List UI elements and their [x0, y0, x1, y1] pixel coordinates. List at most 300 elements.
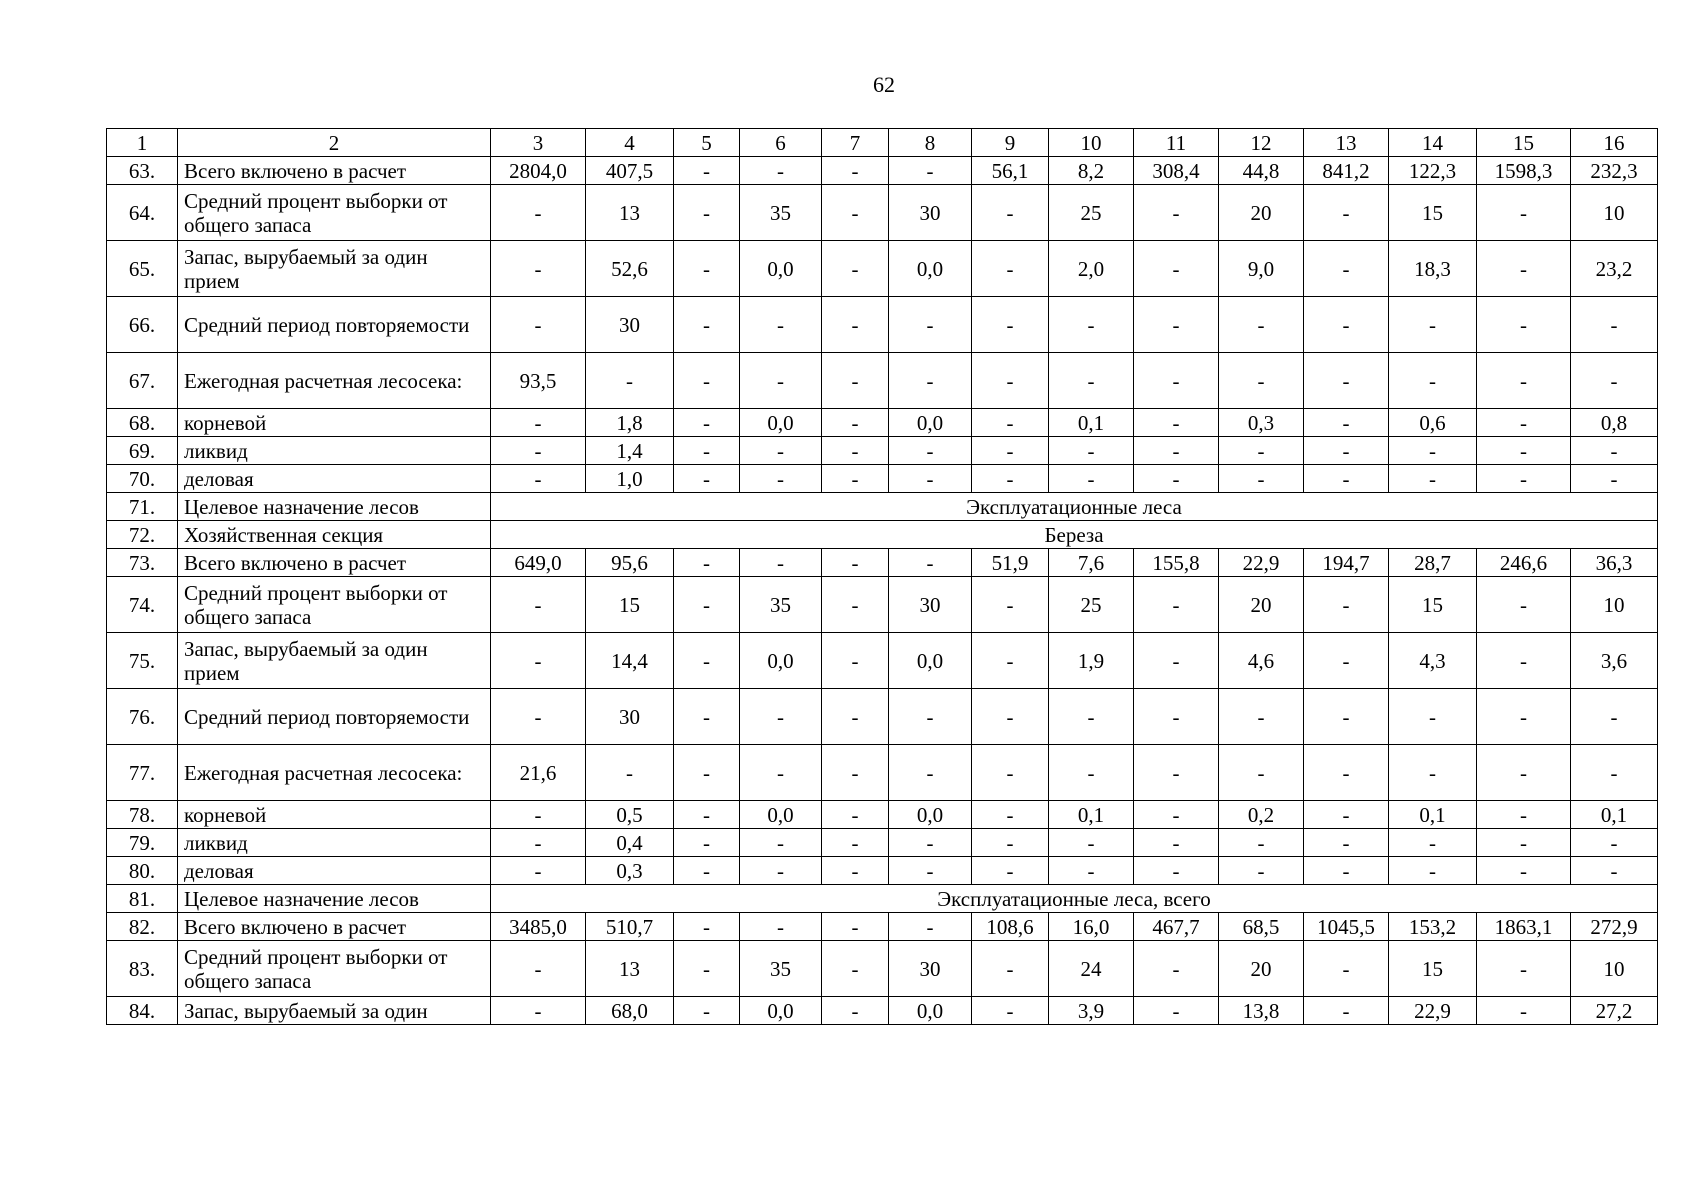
table-cell: 44,8: [1219, 157, 1304, 185]
table-row: [107, 885, 1658, 913]
table-cell: -: [491, 857, 586, 885]
table-row: [107, 521, 1658, 549]
table-cell: 1,4: [586, 437, 674, 465]
table-row: [107, 689, 1658, 745]
table-cell: -: [822, 745, 889, 801]
table-row: [107, 997, 1658, 1025]
row-label: Целевое назначение лесов: [178, 885, 491, 913]
table-cell: -: [822, 409, 889, 437]
table-cell: -: [972, 437, 1049, 465]
table-cell: -: [674, 997, 740, 1025]
table-cell: 20: [1219, 941, 1304, 997]
table-cell: 0,2: [1219, 801, 1304, 829]
row-number: 83.: [107, 941, 178, 997]
table-cell: -: [1219, 689, 1304, 745]
table-cell: -: [1477, 465, 1571, 493]
table-cell: -: [972, 857, 1049, 885]
table-cell: -: [822, 997, 889, 1025]
table-cell: -: [822, 633, 889, 689]
table-cell: -: [1134, 829, 1219, 857]
table-cell: -: [1049, 857, 1134, 885]
table-cell: -: [1049, 437, 1134, 465]
row-number: 79.: [107, 829, 178, 857]
table-cell: -: [1134, 297, 1219, 353]
table-cell: 25: [1049, 577, 1134, 633]
table-cell: 3,6: [1571, 633, 1658, 689]
row-label: Хозяйственная секция: [178, 521, 491, 549]
table-cell: 20: [1219, 185, 1304, 241]
table-cell: -: [1389, 745, 1477, 801]
row-label: Ежегодная расчетная лесосека:: [178, 745, 491, 801]
table-row: [107, 801, 1658, 829]
row-number: 68.: [107, 409, 178, 437]
table-cell: -: [1304, 577, 1389, 633]
row-label: Запас, вырубаемый за один прием: [178, 633, 491, 689]
table-cell: 308,4: [1134, 157, 1219, 185]
row-label: деловая: [178, 465, 491, 493]
row-number: 77.: [107, 745, 178, 801]
table-cell: -: [822, 549, 889, 577]
table-cell: 0,0: [889, 801, 972, 829]
table-cell: -: [740, 297, 822, 353]
table-cell: 0,1: [1049, 801, 1134, 829]
table-cell: 23,2: [1571, 241, 1658, 297]
row-label: Средний период повторяемости: [178, 297, 491, 353]
table-cell: -: [740, 353, 822, 409]
header-cell: 11: [1134, 129, 1219, 157]
row-label: деловая: [178, 857, 491, 885]
table-cell: -: [1477, 297, 1571, 353]
table-cell: 0,3: [586, 857, 674, 885]
table-cell: 15: [586, 577, 674, 633]
table-cell: -: [586, 353, 674, 409]
table-cell: -: [1304, 941, 1389, 997]
header-cell: 14: [1389, 129, 1477, 157]
table-cell: 0,5: [586, 801, 674, 829]
table-cell: -: [1134, 353, 1219, 409]
table-cell: -: [822, 437, 889, 465]
table-cell: 0,4: [586, 829, 674, 857]
table-row: [107, 185, 1658, 241]
table-row: [107, 493, 1658, 521]
table-cell: -: [889, 157, 972, 185]
table-cell: -: [822, 857, 889, 885]
table-cell: 13: [586, 941, 674, 997]
table-cell: -: [674, 577, 740, 633]
table-cell: 35: [740, 577, 822, 633]
table-cell: -: [1477, 241, 1571, 297]
table-cell: 232,3: [1571, 157, 1658, 185]
table-row: [107, 633, 1658, 689]
table-row: [107, 437, 1658, 465]
table-cell: -: [1304, 297, 1389, 353]
table-cell: 0,1: [1571, 801, 1658, 829]
table-cell: -: [674, 801, 740, 829]
table-cell: 467,7: [1134, 913, 1219, 941]
row-label: Средний период повторяемости: [178, 689, 491, 745]
table-cell: -: [889, 437, 972, 465]
table-cell: -: [1477, 745, 1571, 801]
table-cell: 10: [1571, 577, 1658, 633]
table-cell: -: [822, 829, 889, 857]
table-cell: 155,8: [1134, 549, 1219, 577]
table-cell: -: [1304, 185, 1389, 241]
table-cell: 30: [586, 689, 674, 745]
table-cell: -: [822, 297, 889, 353]
table-cell: -: [491, 297, 586, 353]
table-cell: -: [1134, 633, 1219, 689]
table-row: [107, 829, 1658, 857]
table-cell: 2,0: [1049, 241, 1134, 297]
table-cell: -: [972, 801, 1049, 829]
table-cell: 841,2: [1304, 157, 1389, 185]
table-cell: -: [822, 913, 889, 941]
table-cell: 95,6: [586, 549, 674, 577]
table-cell: -: [1304, 633, 1389, 689]
table-cell: 18,3: [1389, 241, 1477, 297]
table-cell: 122,3: [1389, 157, 1477, 185]
table-row: [107, 353, 1658, 409]
table-cell: 0,0: [889, 997, 972, 1025]
table-cell: 30: [889, 577, 972, 633]
table-cell: -: [1134, 745, 1219, 801]
table-cell: -: [491, 997, 586, 1025]
table-cell: 20: [1219, 577, 1304, 633]
table-cell: 4,6: [1219, 633, 1304, 689]
table-cell: -: [1304, 409, 1389, 437]
table-cell: 15: [1389, 185, 1477, 241]
table-cell: 13: [586, 185, 674, 241]
table-cell: -: [1134, 941, 1219, 997]
table-cell: -: [491, 689, 586, 745]
row-number: 78.: [107, 801, 178, 829]
table-cell: -: [740, 745, 822, 801]
table-cell: -: [1134, 465, 1219, 493]
table-cell: -: [674, 913, 740, 941]
table-cell: -: [1477, 577, 1571, 633]
table-cell: 272,9: [1571, 913, 1658, 941]
table-cell: 56,1: [972, 157, 1049, 185]
table-cell: -: [889, 913, 972, 941]
header-cell: 10: [1049, 129, 1134, 157]
table-cell: -: [1134, 997, 1219, 1025]
table-cell: 3485,0: [491, 913, 586, 941]
table-cell: 1598,3: [1477, 157, 1571, 185]
table-cell: -: [1049, 465, 1134, 493]
table-cell: -: [1134, 241, 1219, 297]
table-cell: -: [1571, 857, 1658, 885]
header-cell: 15: [1477, 129, 1571, 157]
table-cell: 0,1: [1049, 409, 1134, 437]
table-cell: -: [1477, 353, 1571, 409]
table-cell: -: [1134, 857, 1219, 885]
merged-cell: Береза: [491, 521, 1658, 549]
table-cell: -: [740, 857, 822, 885]
table-cell: -: [1304, 829, 1389, 857]
table-cell: -: [889, 465, 972, 493]
table-cell: -: [822, 185, 889, 241]
row-number: 70.: [107, 465, 178, 493]
row-label: Всего включено в расчет: [178, 157, 491, 185]
table-cell: -: [972, 997, 1049, 1025]
table-row: [107, 857, 1658, 885]
table-cell: 35: [740, 185, 822, 241]
table-cell: -: [1049, 689, 1134, 745]
table-cell: -: [1477, 409, 1571, 437]
table-cell: -: [889, 297, 972, 353]
table-cell: -: [1219, 353, 1304, 409]
table-cell: -: [972, 745, 1049, 801]
header-cell: 8: [889, 129, 972, 157]
table-cell: 194,7: [1304, 549, 1389, 577]
row-label: Средний процент выборки от общего запаса: [178, 185, 491, 241]
table-cell: -: [972, 465, 1049, 493]
table-cell: 21,6: [491, 745, 586, 801]
row-number: 84.: [107, 997, 178, 1025]
table-cell: -: [972, 689, 1049, 745]
table-cell: -: [889, 689, 972, 745]
table-cell: -: [586, 745, 674, 801]
table-cell: -: [972, 353, 1049, 409]
table-cell: -: [674, 157, 740, 185]
row-number: 82.: [107, 913, 178, 941]
table-cell: -: [1477, 633, 1571, 689]
table-cell: 0,6: [1389, 409, 1477, 437]
table-cell: -: [972, 409, 1049, 437]
table-body: [107, 129, 1658, 1025]
table-cell: -: [1304, 801, 1389, 829]
table-cell: -: [822, 465, 889, 493]
row-label: ликвид: [178, 829, 491, 857]
row-number: 72.: [107, 521, 178, 549]
table-cell: 0,0: [889, 241, 972, 297]
table-cell: -: [889, 857, 972, 885]
table-cell: -: [1477, 689, 1571, 745]
table-cell: -: [1219, 297, 1304, 353]
row-label: Запас, вырубаемый за один: [178, 997, 491, 1025]
table-cell: -: [740, 465, 822, 493]
table-cell: -: [740, 437, 822, 465]
table-row: [107, 913, 1658, 941]
header-cell: 16: [1571, 129, 1658, 157]
header-cell: 2: [178, 129, 491, 157]
header-cell: 1: [107, 129, 178, 157]
table-cell: 15: [1389, 941, 1477, 997]
table-cell: -: [1389, 689, 1477, 745]
header-cell: 13: [1304, 129, 1389, 157]
table-cell: 7,6: [1049, 549, 1134, 577]
table-cell: -: [491, 633, 586, 689]
table-cell: -: [822, 941, 889, 997]
table-cell: -: [972, 633, 1049, 689]
table-cell: -: [1304, 745, 1389, 801]
row-label: Целевое назначение лесов: [178, 493, 491, 521]
table-cell: -: [491, 941, 586, 997]
header-cell: 5: [674, 129, 740, 157]
table-cell: -: [1304, 465, 1389, 493]
table-cell: -: [1304, 241, 1389, 297]
table-cell: -: [1389, 353, 1477, 409]
table-cell: 1,0: [586, 465, 674, 493]
table-cell: 1,9: [1049, 633, 1134, 689]
table-cell: -: [1571, 829, 1658, 857]
row-label: корневой: [178, 801, 491, 829]
table-cell: -: [889, 353, 972, 409]
table-cell: 52,6: [586, 241, 674, 297]
header-cell: 4: [586, 129, 674, 157]
header-cell: 9: [972, 129, 1049, 157]
table-cell: 51,9: [972, 549, 1049, 577]
table-cell: -: [674, 185, 740, 241]
row-label: Средний процент выборки от общего запаса: [178, 941, 491, 997]
table-cell: -: [1389, 297, 1477, 353]
table-cell: -: [1219, 465, 1304, 493]
table-cell: -: [674, 465, 740, 493]
table-cell: -: [1219, 857, 1304, 885]
table-cell: -: [822, 157, 889, 185]
table-cell: 153,2: [1389, 913, 1477, 941]
page-number: 62: [873, 72, 895, 97]
row-label: ликвид: [178, 437, 491, 465]
table-cell: -: [972, 577, 1049, 633]
table-row: [107, 549, 1658, 577]
table-cell: -: [1389, 465, 1477, 493]
table-cell: -: [1049, 745, 1134, 801]
table-cell: -: [491, 465, 586, 493]
table-cell: 8,2: [1049, 157, 1134, 185]
row-number: 74.: [107, 577, 178, 633]
table-cell: 0,0: [740, 801, 822, 829]
table-cell: -: [822, 577, 889, 633]
row-number: 65.: [107, 241, 178, 297]
table-cell: 16,0: [1049, 913, 1134, 941]
table-cell: -: [1134, 801, 1219, 829]
table-cell: 108,6: [972, 913, 1049, 941]
table-row: [107, 577, 1658, 633]
row-label: корневой: [178, 409, 491, 437]
table-cell: -: [1477, 185, 1571, 241]
table-cell: 68,5: [1219, 913, 1304, 941]
header-cell: 7: [822, 129, 889, 157]
table-cell: -: [1571, 689, 1658, 745]
table-cell: 14,4: [586, 633, 674, 689]
row-number: 71.: [107, 493, 178, 521]
table-cell: -: [674, 297, 740, 353]
table-row: [107, 409, 1658, 437]
table-cell: -: [674, 241, 740, 297]
table-cell: -: [674, 745, 740, 801]
row-number: 66.: [107, 297, 178, 353]
table-cell: -: [491, 241, 586, 297]
table-cell: 28,7: [1389, 549, 1477, 577]
table-cell: 22,9: [1219, 549, 1304, 577]
table-cell: -: [822, 689, 889, 745]
table-cell: -: [491, 829, 586, 857]
table-cell: 0,1: [1389, 801, 1477, 829]
table-cell: 1863,1: [1477, 913, 1571, 941]
table-cell: 649,0: [491, 549, 586, 577]
table-cell: 510,7: [586, 913, 674, 941]
table-cell: -: [822, 241, 889, 297]
table-cell: -: [1477, 941, 1571, 997]
table-cell: 24: [1049, 941, 1134, 997]
table-cell: -: [491, 577, 586, 633]
table-cell: -: [1571, 437, 1658, 465]
table-cell: -: [1049, 297, 1134, 353]
row-label: Ежегодная расчетная лесосека:: [178, 353, 491, 409]
table-cell: -: [740, 549, 822, 577]
table-row: [107, 745, 1658, 801]
row-number: 73.: [107, 549, 178, 577]
table-cell: 0,0: [740, 997, 822, 1025]
table-cell: -: [822, 801, 889, 829]
row-number: 64.: [107, 185, 178, 241]
table-row: [107, 241, 1658, 297]
table-cell: -: [1571, 465, 1658, 493]
table-cell: 93,5: [491, 353, 586, 409]
table-cell: -: [972, 297, 1049, 353]
table-cell: 4,3: [1389, 633, 1477, 689]
header-cell: 12: [1219, 129, 1304, 157]
table-cell: -: [1477, 829, 1571, 857]
table-cell: 2804,0: [491, 157, 586, 185]
table-cell: -: [674, 857, 740, 885]
table-cell: -: [674, 633, 740, 689]
table-cell: -: [491, 185, 586, 241]
table-cell: -: [1389, 829, 1477, 857]
row-number: 76.: [107, 689, 178, 745]
table-cell: 27,2: [1571, 997, 1658, 1025]
table-cell: -: [1304, 353, 1389, 409]
table-cell: 15: [1389, 577, 1477, 633]
table-cell: -: [1389, 437, 1477, 465]
row-label: Средний процент выборки от общего запаса: [178, 577, 491, 633]
table-cell: -: [1304, 857, 1389, 885]
table-cell: -: [1049, 829, 1134, 857]
table-cell: -: [1304, 437, 1389, 465]
table-cell: 0,0: [740, 241, 822, 297]
table-cell: 35: [740, 941, 822, 997]
table-cell: -: [822, 353, 889, 409]
table-cell: -: [674, 409, 740, 437]
table-row: [107, 465, 1658, 493]
header-row: [107, 129, 1658, 157]
table-cell: -: [740, 829, 822, 857]
table-cell: -: [491, 409, 586, 437]
table-cell: -: [740, 913, 822, 941]
table-cell: -: [972, 185, 1049, 241]
table-cell: 1045,5: [1304, 913, 1389, 941]
row-number: 69.: [107, 437, 178, 465]
table-cell: 30: [889, 941, 972, 997]
table-cell: 36,3: [1571, 549, 1658, 577]
table-cell: -: [1304, 997, 1389, 1025]
table-cell: 0,0: [740, 409, 822, 437]
table-cell: -: [674, 829, 740, 857]
table-cell: -: [1219, 829, 1304, 857]
table-cell: -: [674, 353, 740, 409]
table-cell: -: [1571, 353, 1658, 409]
table-row: [107, 297, 1658, 353]
table-cell: -: [674, 549, 740, 577]
table-cell: -: [1477, 437, 1571, 465]
table-cell: 0,0: [889, 409, 972, 437]
table-cell: -: [1049, 353, 1134, 409]
table-cell: -: [1134, 185, 1219, 241]
table-cell: -: [1477, 801, 1571, 829]
row-number: 81.: [107, 885, 178, 913]
row-label: Всего включено в расчет: [178, 549, 491, 577]
